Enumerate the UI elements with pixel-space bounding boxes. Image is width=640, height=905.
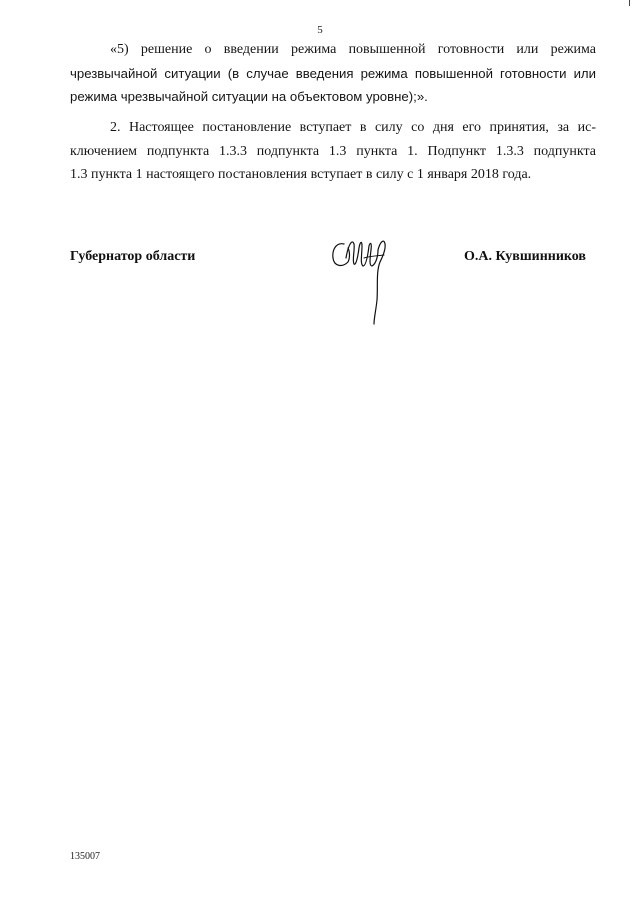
paragraph-line: 2. Настоящее постановление вступает в силу со дня его принятия, за ис- xyxy=(110,120,596,135)
paragraph-line: чрезвычайной ситуации (в случае введения режима повышенной готовности или xyxy=(70,65,596,81)
corner-mark xyxy=(629,0,630,6)
paragraph-effective-date xyxy=(70,116,596,187)
paragraph-line: режима чрезвычайной ситуации на объектовом уровне);». xyxy=(70,89,428,104)
signer-title: Губернатор области xyxy=(70,249,196,264)
paragraph-line: ключением подпункта 1.3.3 подпункта 1.3 пункта 1. Подпункт 1.3.3 подпункта xyxy=(70,143,596,159)
paragraph-line: «5) решение о введении режима повышенной готовности или режима xyxy=(110,42,596,57)
paragraph-item-5 xyxy=(70,38,596,109)
page-number: 5 xyxy=(317,24,323,36)
document-code: 135007 xyxy=(70,851,100,862)
handwritten-signature xyxy=(328,228,398,328)
signer-name: О.А. Кувшинников xyxy=(463,249,586,264)
paragraph-line: 1.3 пункта 1 настоящего постановления вступает в силу с 1 января 2018 года. xyxy=(70,167,532,182)
